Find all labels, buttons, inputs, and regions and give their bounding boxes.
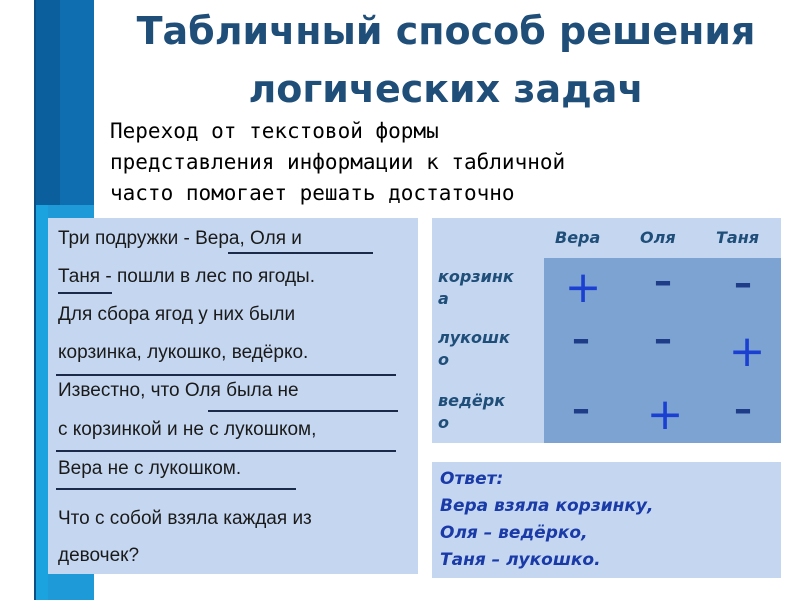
slide-title (96, 2, 796, 118)
row-header (438, 266, 538, 310)
problem-box (48, 218, 418, 574)
problem-line: девочек? (58, 545, 140, 566)
problem-line: Для сбора ягод у них были (58, 304, 296, 325)
table-cell-mark: + (564, 262, 602, 313)
intro-line-3: часто помогает решать достаточно (110, 181, 515, 205)
underline (56, 450, 396, 452)
underline (56, 488, 296, 490)
table-cell-mark: – (734, 263, 752, 304)
row-header-part: ведёрк (438, 391, 506, 410)
title-line-2: логических задач (248, 67, 644, 111)
table-cell-mark: – (654, 261, 672, 302)
decor-edge (34, 0, 36, 600)
row-header (438, 327, 538, 371)
row-header-part: о (438, 350, 449, 369)
intro-line-2: представления информации к табличной (110, 150, 566, 174)
underline (58, 292, 112, 294)
table-cell-mark: – (654, 319, 672, 360)
underline (56, 374, 396, 376)
decor-bar-bottom-inner (34, 205, 48, 600)
problem-line: Таня - пошли в лес по ягоды. (58, 266, 315, 287)
problem-line: Вера не с лукошком. (58, 458, 242, 479)
row-header-part: о (438, 413, 449, 432)
problem-line: Три подружки - Вера, Оля и (58, 228, 302, 249)
answer-heading: Ответ: (440, 469, 504, 489)
row-header-part: корзинк (438, 267, 514, 286)
row-header (438, 390, 538, 434)
table-cell-mark: + (646, 389, 684, 440)
problem-line: Что с собой взяла каждая из (58, 508, 312, 529)
title-line-1: Табличный способ решения (136, 9, 756, 53)
problem-line: корзинка, лукошко, ведёрко. (58, 342, 309, 363)
row-header-part: а (438, 289, 449, 308)
intro-text (110, 116, 790, 209)
table-cell-mark: – (572, 319, 590, 360)
underline (228, 252, 373, 254)
answer-line: Вера взяла корзинку, (440, 496, 654, 516)
table-cell-mark: – (734, 389, 752, 430)
column-header: Вера (555, 228, 601, 247)
column-header: Оля (640, 228, 676, 247)
decor-bar-top-inner (34, 0, 60, 205)
underline (208, 410, 398, 412)
intro-line-1: Переход от текстовой формы (110, 119, 439, 143)
answer-line: Таня – лукошко. (440, 550, 601, 570)
problem-line: с корзинкой и не с лукошком, (58, 419, 317, 440)
answer-line: Оля – ведёрко, (440, 523, 588, 543)
table-cell-mark: – (572, 389, 590, 430)
row-header-part: лукошк (438, 328, 510, 347)
column-header: Таня (716, 228, 760, 247)
table-cell-mark: + (728, 326, 766, 377)
problem-line: Известно, что Оля была не (58, 380, 299, 401)
